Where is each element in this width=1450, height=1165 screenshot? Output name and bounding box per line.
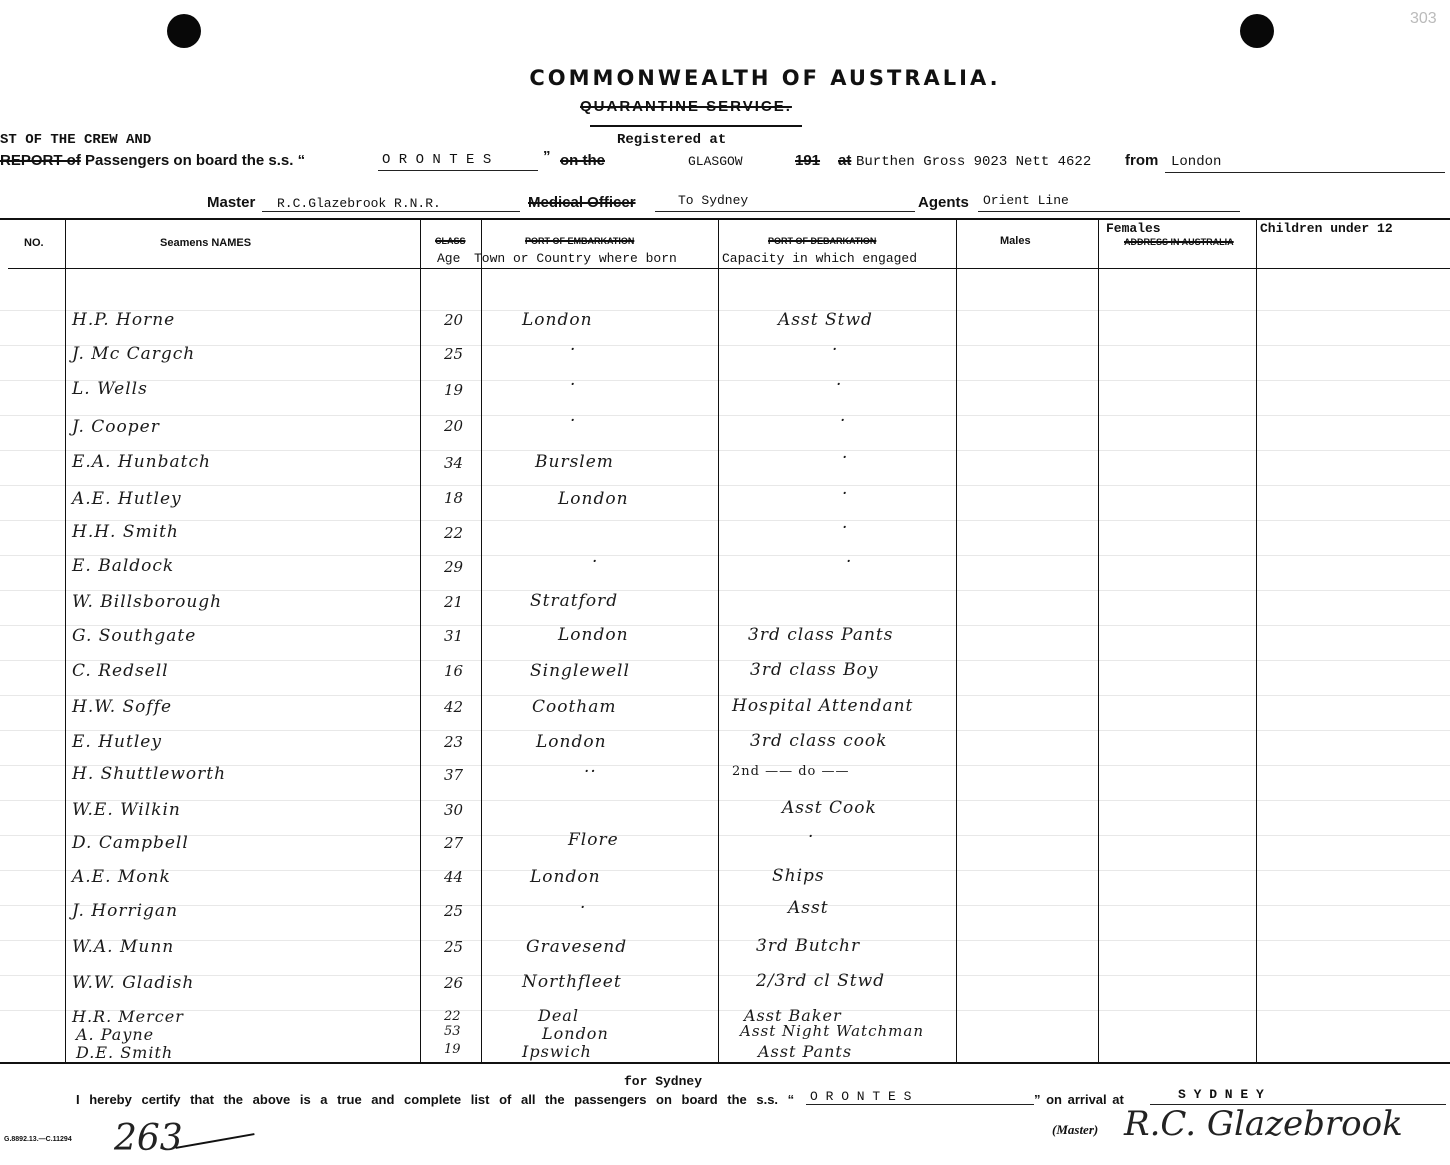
list-prefix: ST OF THE CREW AND: [0, 132, 152, 148]
row-name: D. Campbell: [72, 833, 189, 853]
row-capacity: 3rd Butchr: [756, 936, 861, 956]
row-name: D.E. Smith: [76, 1043, 174, 1062]
row-age: 20: [444, 417, 464, 435]
col-born: Town or Country where born: [474, 251, 677, 266]
master-signature: R.C. Glazebrook: [1124, 1104, 1403, 1144]
row-born: London: [522, 310, 593, 330]
row-age: 27: [444, 834, 464, 852]
master-label-footer: (Master): [1052, 1122, 1099, 1137]
row-name: C. Redsell: [72, 661, 169, 681]
row-name: H.R. Mercer: [72, 1007, 184, 1026]
agents-label: Agents: [918, 194, 969, 211]
row-name: E.A. Hunbatch: [72, 452, 211, 472]
row-born: London: [542, 1024, 609, 1043]
row-capacity: 3rd class Boy: [750, 660, 879, 680]
at-struck: at: [838, 152, 852, 169]
row-born: Northfleet: [522, 972, 622, 992]
registered-port: GLASGOW: [688, 154, 743, 169]
row-name: J. Mc Cargch: [72, 344, 196, 364]
from-label: from: [1125, 152, 1159, 169]
row-capacity: Asst: [788, 898, 829, 918]
row-born: ·: [580, 898, 587, 918]
row-born: London: [558, 489, 629, 509]
page-number-handwritten: 263: [114, 1118, 183, 1159]
row-name: W.A. Munn: [72, 937, 175, 957]
footer-ship-name: O R O N T E S: [810, 1089, 912, 1104]
row-name: H. Shuttleworth: [72, 764, 227, 784]
row-born: ·: [592, 552, 599, 572]
row-born: ·: [570, 340, 577, 360]
row-age: 19: [444, 381, 464, 399]
to-destination: To Sydney: [678, 193, 749, 208]
row-born: London: [536, 732, 607, 752]
row-name: W.W. Gladish: [72, 973, 195, 993]
row-born: ··: [584, 762, 597, 782]
row-capacity: ·: [846, 552, 853, 572]
medical-officer-struck: Medical Officer: [528, 194, 636, 211]
quote-close: ”: [543, 148, 551, 165]
row-capacity: 3rd class Pants: [748, 625, 894, 645]
row-born: Gravesend: [526, 937, 628, 957]
row-age: 25: [444, 345, 464, 363]
row-name: W.E. Wilkin: [72, 800, 181, 820]
report-struck: REPORT of: [0, 152, 81, 169]
master-value: R.C.Glazebrook R.N.R.: [277, 196, 441, 211]
row-age: 22: [444, 524, 464, 542]
row-age: 42: [444, 698, 464, 716]
form-code: G.8892.13.—C.11294: [4, 1136, 72, 1143]
col-capacity: Capacity in which engaged: [722, 251, 918, 266]
row-capacity: ·: [832, 340, 839, 360]
row-born: ·: [570, 411, 577, 431]
col-no: NO.: [24, 237, 44, 249]
row-name: H.P. Horne: [72, 310, 176, 330]
row-born: Burslem: [535, 452, 614, 472]
row-name: J. Horrigan: [72, 901, 179, 921]
row-capacity: 2/3rd cl Stwd: [756, 971, 886, 991]
row-age: 30: [444, 801, 464, 819]
col-class-struck: CLASS: [435, 236, 466, 246]
row-name: A.E. Monk: [72, 867, 171, 887]
row-age: 22: [444, 1009, 461, 1024]
row-name: J. Cooper: [72, 417, 160, 437]
row-age: 44: [444, 868, 464, 886]
row-capacity: 2nd —— do ——: [732, 764, 850, 779]
row-capacity: Hospital Attendant: [732, 696, 914, 716]
col-females: Females: [1106, 221, 1161, 236]
year-struck: 191: [795, 152, 821, 169]
row-capacity: Asst Night Watchman: [740, 1022, 924, 1040]
row-age: 53: [444, 1024, 461, 1039]
col-age: Age: [437, 251, 461, 266]
from-value: London: [1171, 154, 1222, 170]
row-born: Flore: [568, 830, 619, 850]
burthen-value: Burthen Gross 9023 Nett 4622: [856, 154, 1092, 170]
registered-at-label: Registered at: [617, 132, 727, 148]
col-children: Children under 12: [1260, 221, 1393, 236]
ship-name: O R O N T E S: [382, 152, 492, 168]
row-capacity: Asst Stwd: [778, 310, 873, 330]
arrival-port: S Y D N E Y: [1178, 1087, 1264, 1102]
punch-hole-left: [167, 14, 201, 48]
row-born: Stratford: [530, 591, 619, 611]
row-age: 25: [444, 938, 464, 956]
row-born: Ipswich: [522, 1042, 592, 1061]
row-age: 31: [444, 627, 464, 645]
row-capacity: Asst Pants: [758, 1042, 853, 1061]
punch-hole-right: [1240, 14, 1274, 48]
row-capacity: ·: [840, 411, 847, 431]
col-port-debark-struck: PORT OF DEBARKATION: [768, 236, 877, 246]
struck-subtitle: QUARANTINE SERVICE.: [580, 98, 792, 115]
row-age: 18: [444, 489, 464, 507]
row-capacity: Asst Baker: [744, 1006, 842, 1025]
row-name: A. Payne: [76, 1025, 155, 1044]
row-age: 21: [444, 593, 464, 611]
row-name: E. Baldock: [72, 556, 175, 576]
on-the-struck: on the: [560, 152, 605, 169]
row-capacity: ·: [842, 448, 849, 468]
row-age: 25: [444, 902, 464, 920]
arrival-text: ” on arrival at: [1034, 1092, 1124, 1107]
row-born: Singlewell: [530, 661, 630, 681]
row-born: Cootham: [532, 697, 617, 717]
row-capacity: ·: [842, 518, 849, 538]
row-age: 23: [444, 733, 464, 751]
row-age: 29: [444, 558, 464, 576]
col-address-struck: ADDRESS IN AUSTRALIA: [1124, 237, 1234, 247]
row-capacity: Asst Cook: [782, 798, 877, 818]
row-capacity: Ships: [772, 866, 825, 886]
col-males: Males: [1000, 235, 1031, 247]
row-age: 16: [444, 662, 464, 680]
row-capacity: 3rd class cook: [750, 731, 888, 751]
passengers-label: Passengers on board the s.s. “: [85, 152, 306, 169]
row-born: Deal: [538, 1006, 579, 1025]
row-capacity: ·: [808, 827, 815, 847]
row-age: 20: [444, 311, 464, 329]
for-sydney: for Sydney: [624, 1074, 703, 1089]
master-label: Master: [207, 194, 256, 211]
document-title: COMMONWEALTH OF AUSTRALIA.: [529, 66, 1001, 90]
row-capacity: ·: [836, 375, 843, 395]
row-name: E. Hutley: [72, 732, 162, 752]
corner-number: 303: [1410, 10, 1437, 27]
col-names: Seamens NAMES: [160, 237, 252, 249]
row-born: ·: [570, 375, 577, 395]
row-age: 19: [444, 1042, 461, 1057]
row-name: H.W. Soffe: [72, 697, 173, 717]
row-name: G. Southgate: [72, 626, 197, 646]
row-name: W. Billsborough: [72, 592, 223, 612]
row-name: H.H. Smith: [72, 522, 179, 542]
certify-text: I hereby certify that the above is a true and complete list of all the passengers on board the s.s. “: [76, 1092, 795, 1107]
row-age: 34: [444, 454, 464, 472]
agents-value: Orient Line: [983, 193, 1069, 208]
row-born: London: [530, 867, 601, 887]
row-age: 26: [444, 974, 464, 992]
row-name: A.E. Hutley: [72, 489, 182, 509]
row-age: 37: [444, 766, 464, 784]
row-capacity: ·: [842, 484, 849, 504]
report-line: [0, 152, 305, 169]
row-born: London: [558, 625, 629, 645]
col-port-embark-struck: PORT OF EMBARKATION: [525, 236, 635, 246]
row-name: L. Wells: [72, 379, 148, 399]
